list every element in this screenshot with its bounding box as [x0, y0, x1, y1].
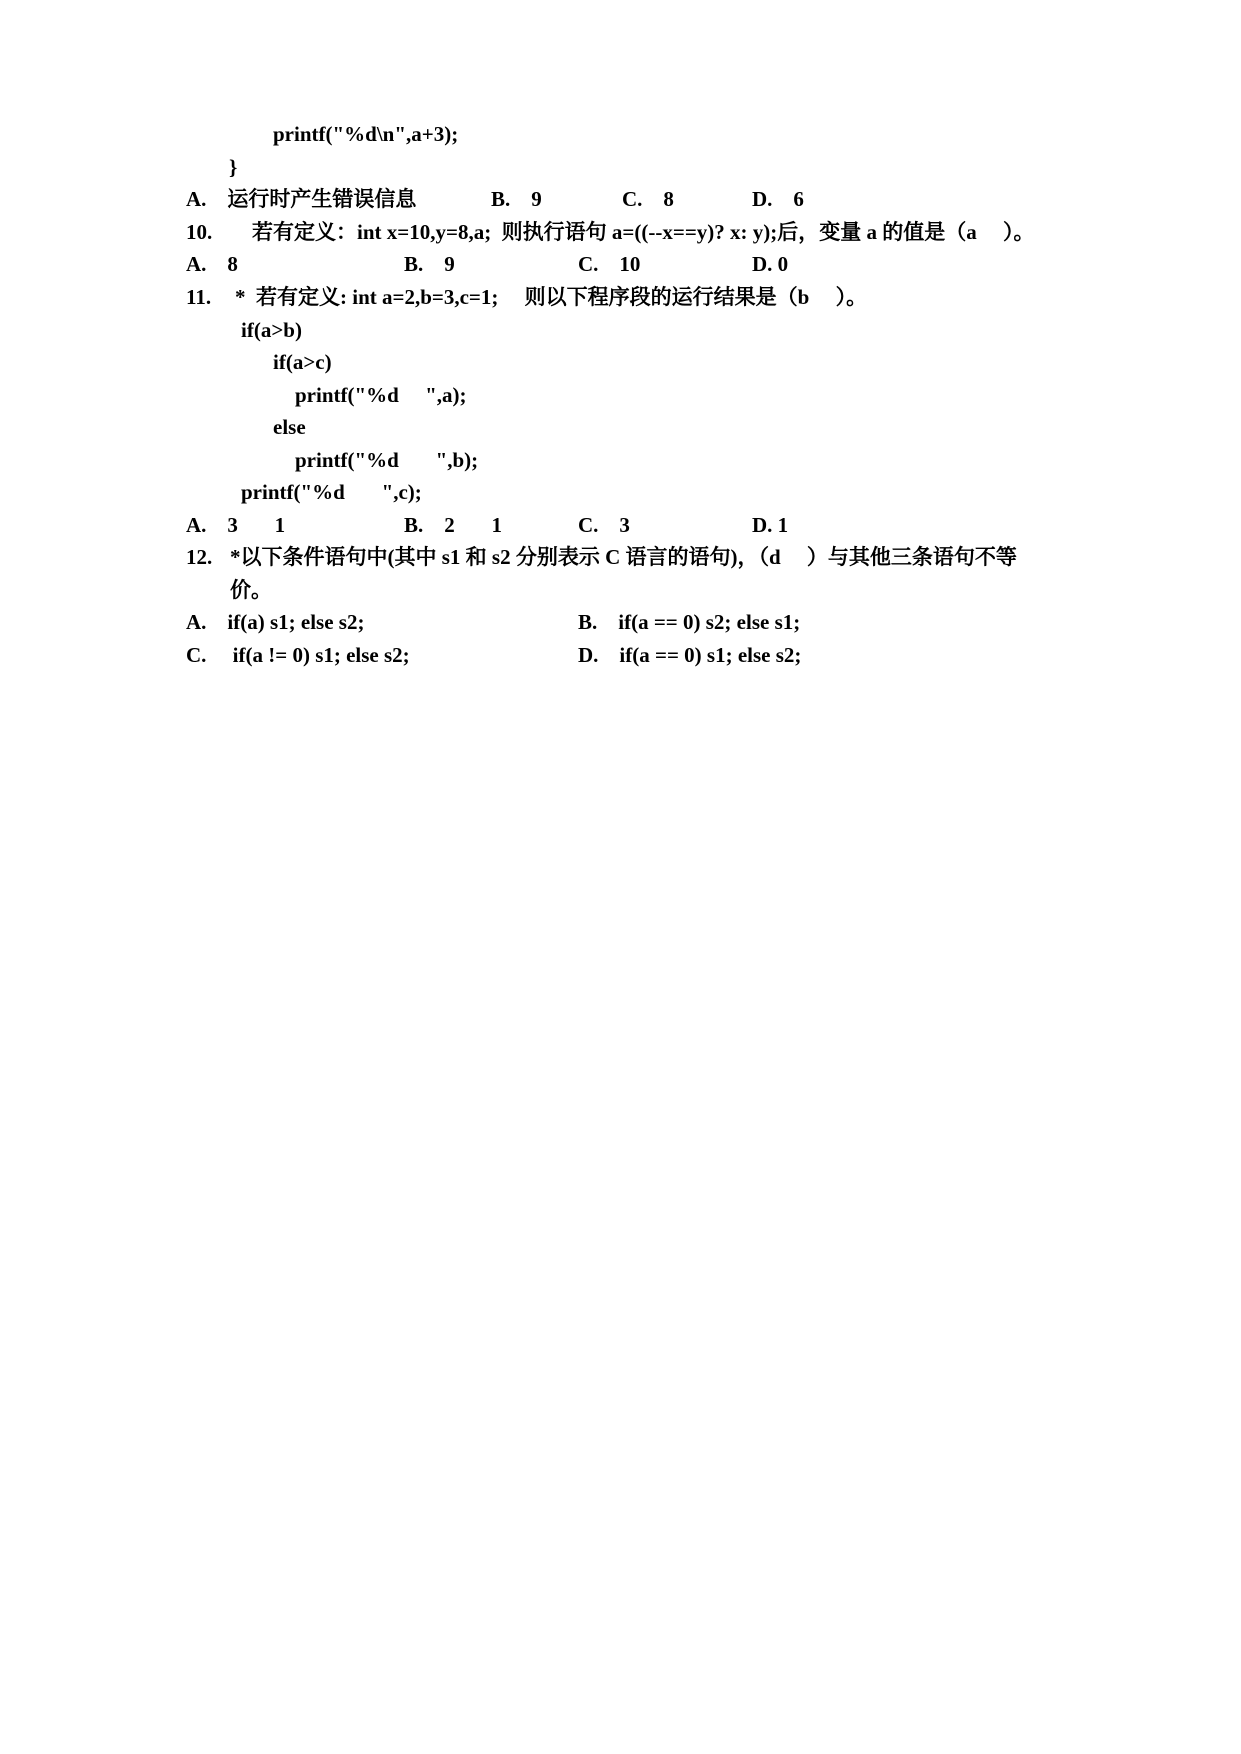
- q10-text: 若有定义：int x=10,y=8,a; 则执行语句 a=((--x==y)? x: y);后，变量 a 的值是（a ）。: [252, 220, 1035, 244]
- q11-text: * 若有定义: int a=2,b=3,c=1; 则以下程序段的运行结果是（b ）。: [235, 285, 868, 309]
- q11-code-line: if(a>c): [273, 350, 332, 374]
- q12-number: 12.: [186, 545, 213, 569]
- q11-code-line: printf("%d ",c);: [241, 480, 422, 504]
- q11-code-line: printf("%d ",b);: [295, 448, 479, 472]
- q10-option-d: D. 0: [752, 252, 789, 276]
- code-close-brace: }: [229, 155, 238, 179]
- q12-option-d: D. if(a == 0) s1; else s2;: [578, 643, 802, 667]
- q11-option-b: B. 2 1: [404, 513, 503, 537]
- q11-code-line: else: [273, 415, 306, 439]
- q12-option-b: B. if(a == 0) s2; else s1;: [578, 610, 801, 634]
- q11-option-c: C. 3: [578, 513, 630, 537]
- q11-option-d: D. 1: [752, 513, 789, 537]
- q12-text-line2: 价。: [230, 578, 272, 602]
- q12-text-line1: *以下条件语句中(其中 s1 和 s2 分别表示 C 语言的语句)，（d ）与其他三条语句不等: [230, 545, 1017, 569]
- q10-option-c: C. 10: [578, 252, 641, 276]
- q12-option-c: C. if(a != 0) s1; else s2;: [186, 643, 410, 667]
- q10-option-b: B. 9: [404, 252, 455, 276]
- q10-option-a: A. 8: [186, 252, 238, 276]
- q11-code-line: if(a>b): [241, 318, 302, 342]
- q10-number: 10.: [186, 220, 213, 244]
- q12-option-a: A. if(a) s1; else s2;: [186, 610, 365, 634]
- q9-option-a: A. 运行时产生错误信息: [186, 187, 417, 211]
- q9-option-b: B. 9: [491, 187, 542, 211]
- q9-option-c: C. 8: [622, 187, 674, 211]
- q9-option-d: D. 6: [752, 187, 804, 211]
- q11-option-a: A. 3 1: [186, 513, 286, 537]
- code-printf-line: printf("%d\n",a+3);: [273, 122, 459, 146]
- q11-number: 11.: [186, 285, 212, 309]
- q11-code-line: printf("%d ",a);: [295, 383, 467, 407]
